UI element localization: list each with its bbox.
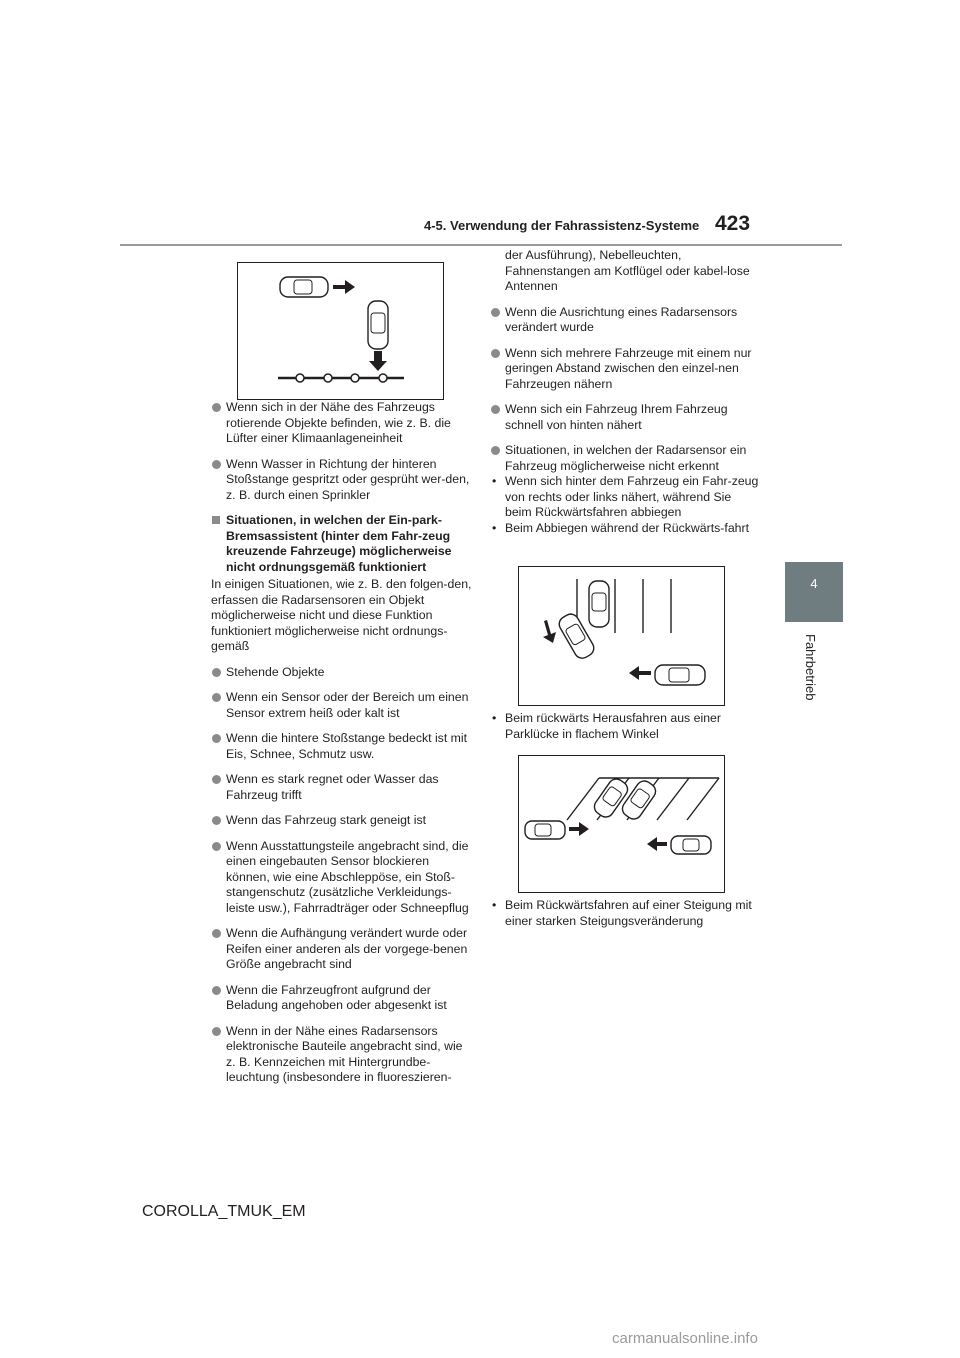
round-bullet-icon [212, 734, 221, 743]
round-bullet-icon [491, 446, 500, 455]
list-item: Wenn das Fahrzeug stark geneigt ist [211, 813, 473, 829]
car-top-view-icon [280, 277, 328, 297]
round-bullet-icon [212, 842, 221, 851]
header-rule [120, 244, 842, 246]
right-column [490, 248, 760, 539]
round-bullet-icon [212, 668, 221, 677]
list-item-continuation: der Ausführung), Nebelleuchten, Fahnenstangen am Kotflügel oder kabel-lose Antennen [505, 248, 750, 293]
car-top-view-icon [525, 821, 565, 839]
round-bullet-icon [491, 405, 500, 414]
sub-list-item: • Beim Abbiegen während der Rückwärts-fahrt [492, 520, 750, 535]
list-item: Wenn die Aufhängung verändert wurde oder Reifen einer anderen als der vorgege-benen Größe angebracht sind [211, 926, 473, 973]
list-item: Situationen, in welchen der Radarsensor ein Fahrzeug möglicherweise nicht erkennt [490, 443, 760, 474]
sub-list-item: • Wenn sich hinter dem Fahrzeug ein Fahr-zeug von rechts oder links nähert, während Sie beim Rückwärtsfahren abbiegen [492, 474, 759, 519]
chapter-tab[interactable]: 4 [785, 562, 843, 622]
round-bullet-icon [491, 349, 500, 358]
list-item: Stehende Objekte [211, 665, 473, 681]
square-bullet-icon [212, 516, 220, 524]
arrow-icon [647, 837, 667, 851]
arrow-icon [333, 280, 355, 294]
round-bullet-icon [212, 775, 221, 784]
sub-list-item: • Beim Rückwärtsfahren auf einer Steigung mit einer starken Steigungsveränderung [492, 898, 752, 928]
intro-paragraph: In einigen Situationen, wie z. B. den folgen-den, erfassen die Radarsensoren ein Objekt möglicherweise nicht und diese Funktion funktioniert möglicherweise nicht ordnungs-gemäß [211, 577, 472, 653]
list-item: Wenn ein Sensor oder der Bereich um einen Sensor extrem heiß oder kalt ist [211, 690, 473, 721]
car-top-view-icon [589, 581, 609, 627]
right-column-sub-c [490, 898, 760, 932]
round-bullet-icon [212, 1027, 221, 1036]
round-bullet-icon [212, 460, 221, 469]
round-bullet-icon [491, 308, 500, 317]
arrow-icon [569, 822, 589, 836]
figure-angled-parking-drawing [519, 756, 724, 892]
list-item: Wenn sich in der Nähe des Fahrzeugs rotierende Objekte befinden, wie z. B. die Lüfter einer Klimaanlageneinheit [211, 400, 473, 447]
round-bullet-icon [212, 929, 221, 938]
list-item: Wenn die Ausrichtung eines Radarsensors verändert wurde [490, 305, 760, 336]
figure-turning-reverse-drawing [519, 567, 724, 705]
list-item: Wenn sich ein Fahrzeug Ihrem Fahrzeug schnell von hinten nähert [490, 402, 760, 433]
list-item: Wenn die hintere Stoßstange bedeckt ist mit Eis, Schnee, Schmutz usw. [211, 731, 473, 762]
round-bullet-icon [212, 816, 221, 825]
list-item: Wenn sich mehrere Fahrzeuge mit einem nur geringen Abstand zwischen den einzel-nen Fahrzeugen nähern [490, 346, 760, 393]
list-item: Wenn die Fahrzeugfront aufgrund der Beladung angehoben oder abgesenkt ist [211, 983, 473, 1014]
arrow-icon [543, 620, 556, 643]
round-bullet-icon [212, 403, 221, 412]
footer-code: COROLLA_TMUK_EM [142, 1203, 306, 1220]
car-top-view-icon [671, 836, 711, 854]
page-number: 423 [715, 212, 751, 235]
sub-list-item: • Beim rückwärts Herausfahren aus einer Parklücke in flachem Winkel [492, 711, 721, 741]
left-column [211, 400, 473, 1096]
round-bullet-icon [212, 986, 221, 995]
car-top-view-icon [655, 665, 705, 685]
header-title: 4-5. Verwendung der Fahrassistenz-Systeme [424, 218, 700, 233]
round-bullet-icon [212, 693, 221, 702]
car-top-view-icon [368, 301, 388, 349]
figure-angled-parking [518, 755, 725, 893]
list-item: Wenn Ausstattungsteile angebracht sind, die einen eingebauten Sensor blockieren können, wie eine Abschleppöse, ein Stoß-stangenschutz (zusätzliche Verkleidungs-leiste usw.), Fahrradträger oder Schneepflug [211, 839, 473, 917]
chapter-label: Fahrbetrieb [803, 634, 818, 701]
list-item: Wenn es stark regnet oder Wasser das Fahrzeug trifft [211, 772, 473, 803]
section-heading: Situationen, in welchen der Ein-park-Bremsassistent (hinter dem Fahr-zeug kreuzende Fahrzeuge) möglicherweise nicht ordnungsgemäß funktioniert [211, 513, 473, 575]
watermark: carmanualsonline.info [612, 1330, 758, 1347]
figure-turning-reverse [518, 566, 725, 706]
list-item: Wenn in der Nähe eines Radarsensors elektronische Bauteile angebracht sind, wie z. B. Kennzeichen mit Hintergrundbe-leuchtung (insbesondere in fluoreszieren- [211, 1024, 473, 1086]
figure-crossing-vehicle-drawing [238, 263, 443, 399]
list-item: Wenn Wasser in Richtung der hinteren Stoßstange gespritzt oder gesprüht wer-den, z. B. durch einen Sprinkler [211, 457, 473, 504]
right-column-sub-b [490, 711, 760, 745]
figure-crossing-vehicle [237, 262, 444, 400]
arrow-icon [369, 351, 387, 371]
arrow-icon [629, 666, 651, 680]
